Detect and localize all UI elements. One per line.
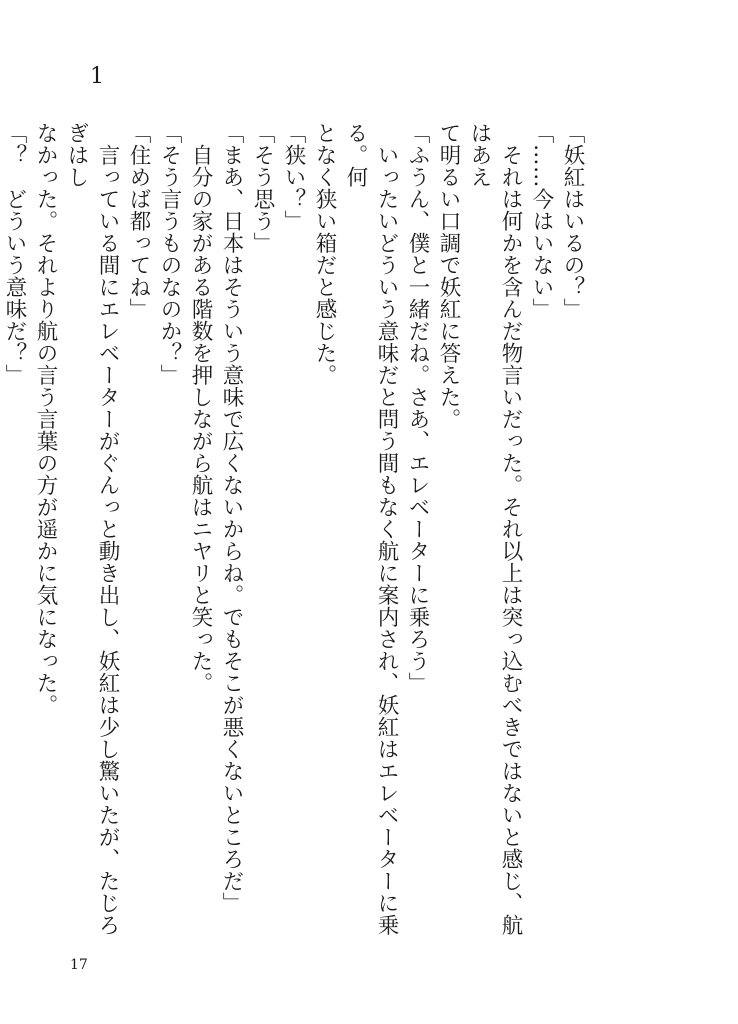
text-line: 「まあ、日本はそういう意味で広くないからね。でもそこが悪くないところだ」 — [219, 122, 244, 914]
body-text — [2, 122, 588, 952]
page-number: 17 — [70, 957, 88, 973]
chapter-number: 1 — [90, 64, 104, 89]
text-line: 「住めば都ってね」 — [126, 122, 151, 320]
text-line: 「？ どういう意味だ？」 — [2, 122, 27, 386]
text-line: 「そう言うものなのか？」 — [157, 122, 182, 386]
text-line: なかった。それより航の言う言葉の方が遥かに気になった。 — [33, 122, 58, 716]
text-line: 「狭い？」 — [281, 122, 306, 232]
text-line: 「ふうん、僕と一緒だね。さあ、エレベーターに乗ろう」 — [405, 122, 430, 694]
text-line: 言っている間にエレベーターがぐんっと動き出し、妖紅は少し驚いたが、たじろぎはし — [64, 122, 120, 936]
text-line: 「……今はいない」 — [529, 122, 554, 320]
text-line: 自分の家がある階数を押しながら航はニヤリと笑った。 — [188, 122, 213, 694]
text-line: となく狭い箱だと感じた。 — [312, 122, 337, 386]
text-line: いったいどういう意味だと問う間もなく航に案内され、妖紅はエレベーターに乗る。何 — [343, 122, 399, 936]
text-line: 「妖紅はいるの？」 — [560, 122, 585, 320]
text-line: それは何かを含んだ物言いだった。それ以上は突っ込むべきではないと感じ、航はあえ — [467, 122, 523, 936]
text-line: 「そう思う」 — [250, 122, 275, 254]
text-line: て明るい口調で妖紅に答えた。 — [436, 122, 461, 430]
